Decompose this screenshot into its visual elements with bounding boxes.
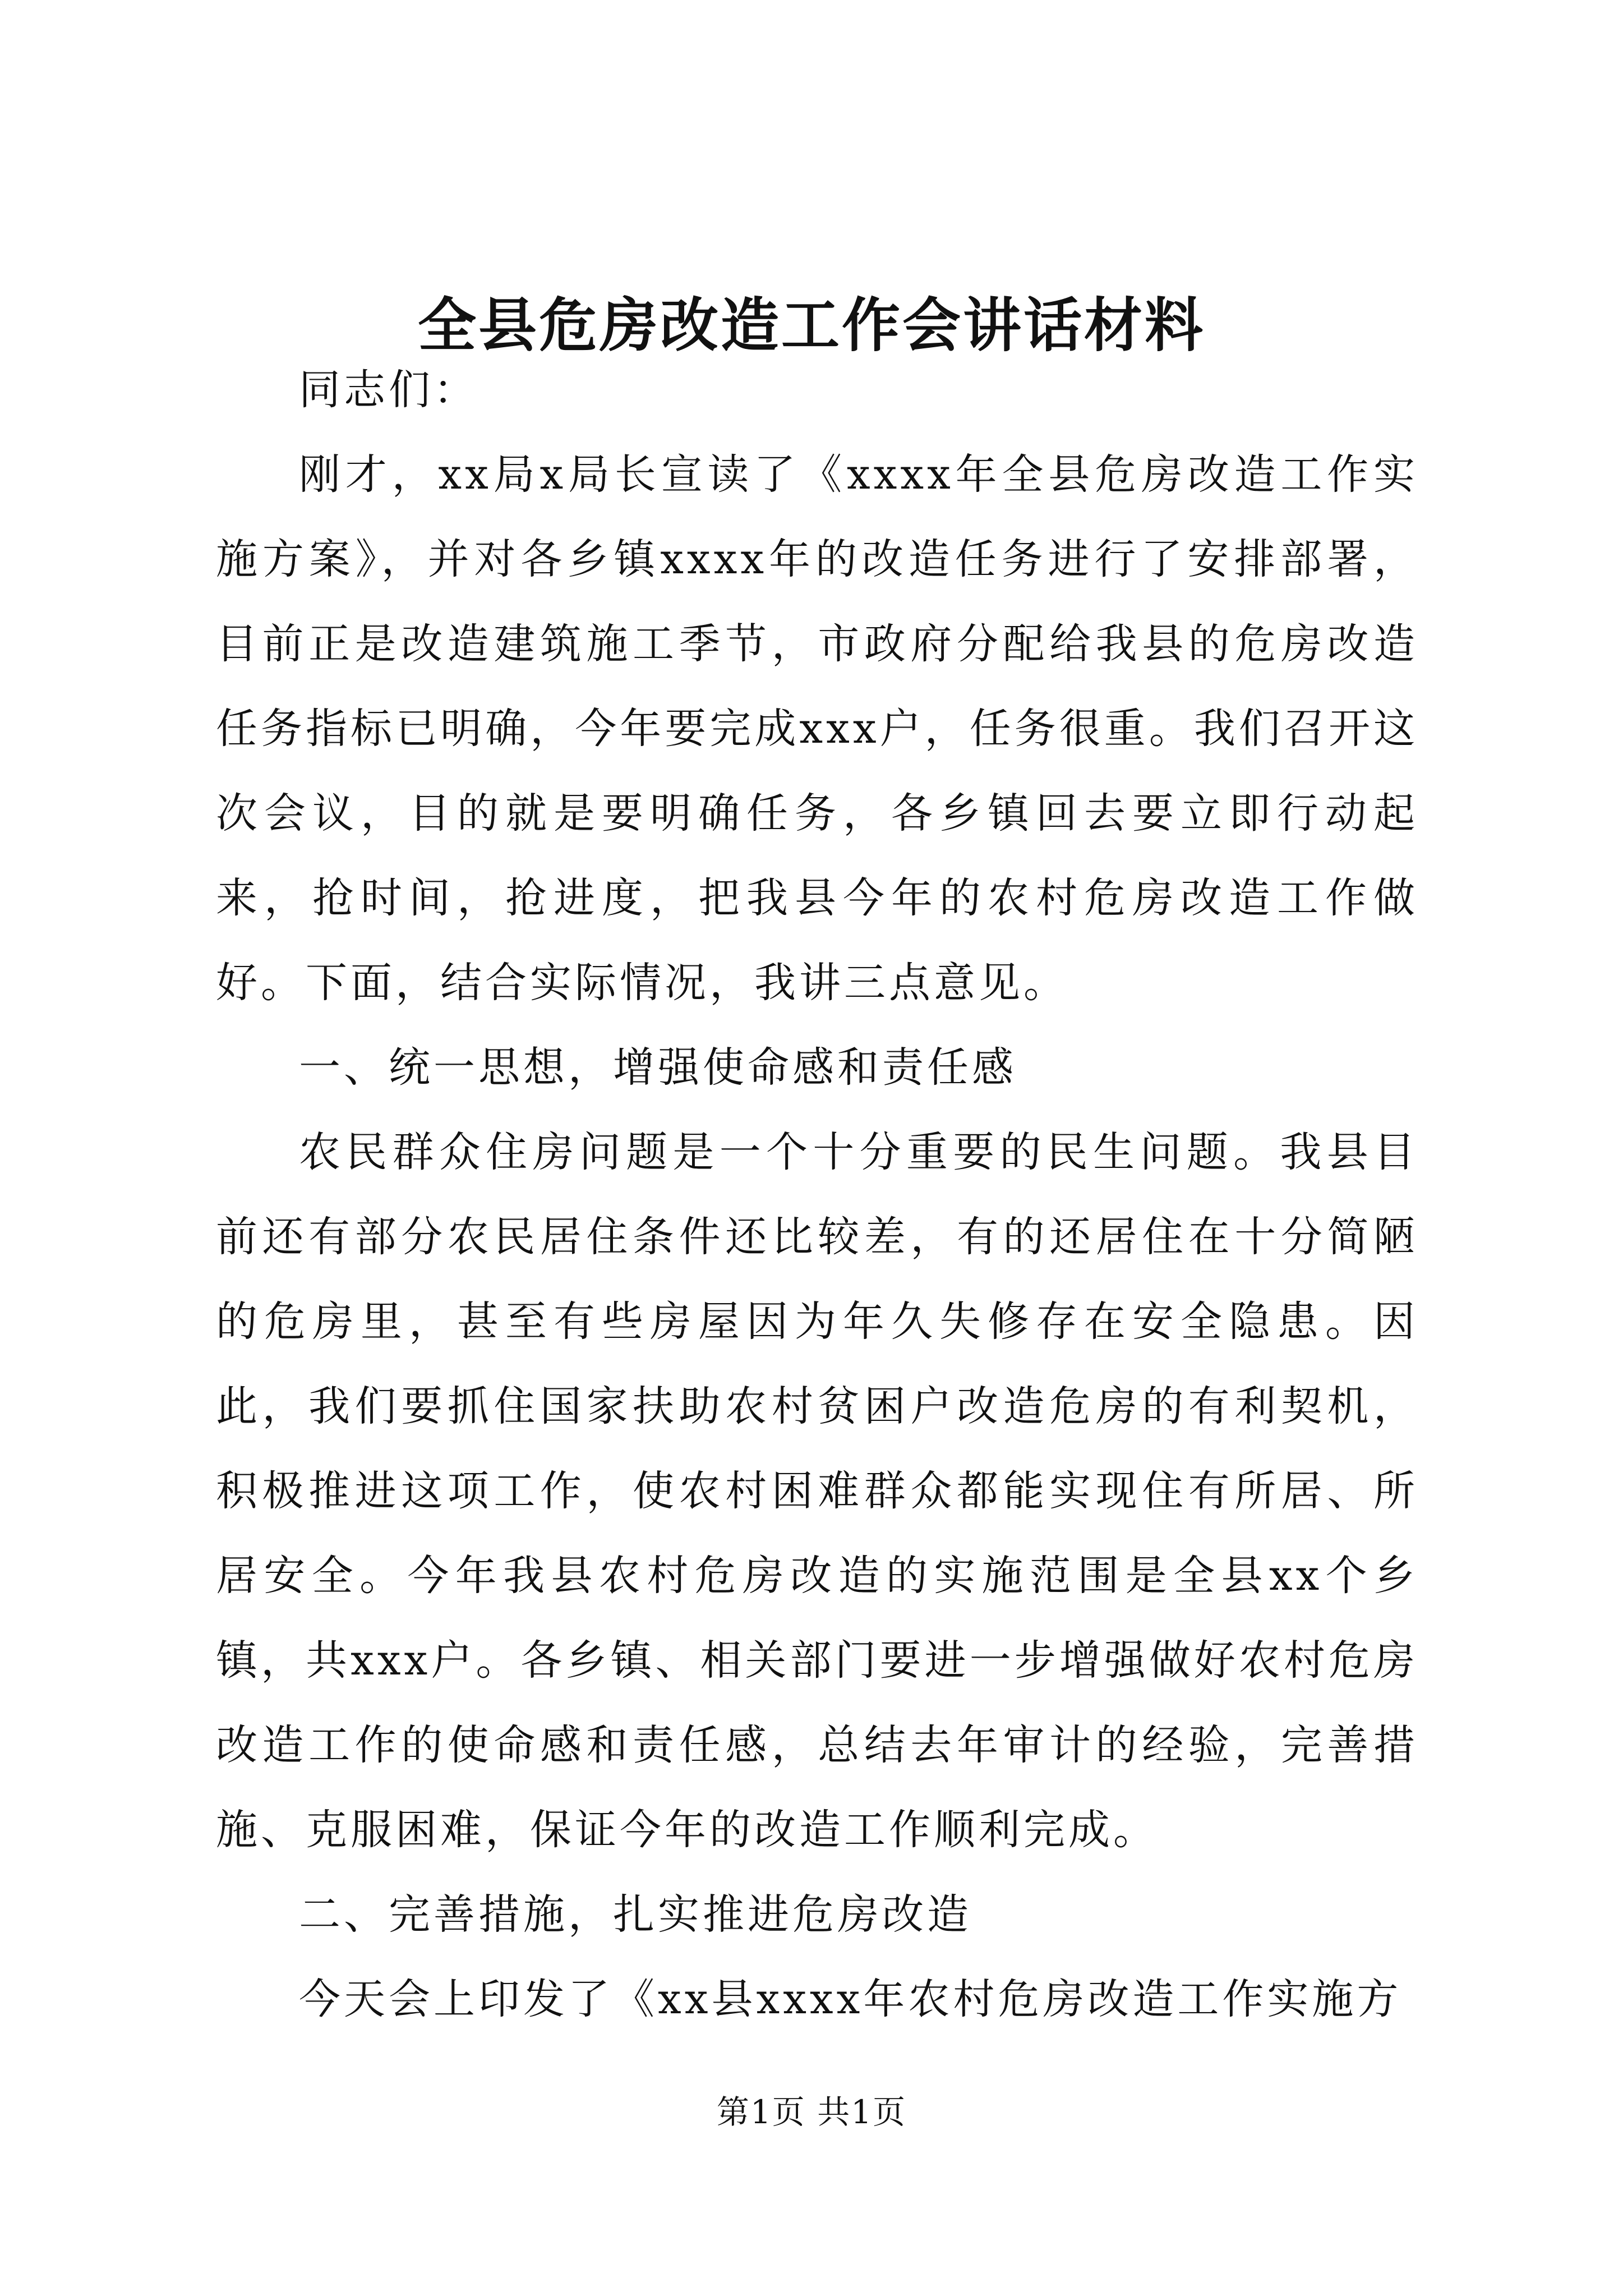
document-title: 全县危房改造工作会讲话材料 — [417, 291, 1205, 360]
paragraph-section-2: 今天会上印发了《xx县xxxx年农村危房改造工作实施方 — [299, 1975, 1402, 2023]
salutation: 同志们： — [299, 366, 478, 414]
paragraph-intro: 刚才，xx局x局长宣读了《xxxx年全县危房改造工作实施方案》，并对各乡镇xxxx年的改造任务进行了安排部署，目前正是改造建筑施工季节，市政府分配给我县的危房改造任务指标已明确，今年要完成xxx户，任务很重。我们召开这次会议，目的就是要明确任务，各乡镇回去要立即行动起来，抢时间，抢进度，把我县今年的农村危房改造工作做好。下面，结合实际情况，我讲三点意见。 — [216, 450, 1418, 1007]
page-footer: 第1页 共1页 — [716, 2093, 907, 2131]
paragraph-section-1: 农民群众住房问题是一个十分重要的民生问题。我县目前还有部分农民居住条件还比较差，有的还居住在十分简陋的危房里，甚至有些房屋因为年久失修存在安全隐患。因此，我们要抓住国家扶助农村贫困户改造危房的有利契机，积极推进这项工作，使农村困难群众都能实现住有所居、所居安全。今年我县农村危房改造的实施范围是全县xx个乡镇，共xxx户。各乡镇、相关部门要进一步增强做好农村危房改造工作的使命感和责任感，总结去年审计的经验，完善措施、克服困难，保证今年的改造工作顺利完成。 — [216, 1128, 1418, 1854]
section-heading-2: 二、完善措施，扎实推进危房改造 — [299, 1890, 972, 1939]
section-heading-1: 一、统一思想，增强使命感和责任感 — [299, 1043, 1017, 1092]
document-body — [216, 348, 1418, 2042]
